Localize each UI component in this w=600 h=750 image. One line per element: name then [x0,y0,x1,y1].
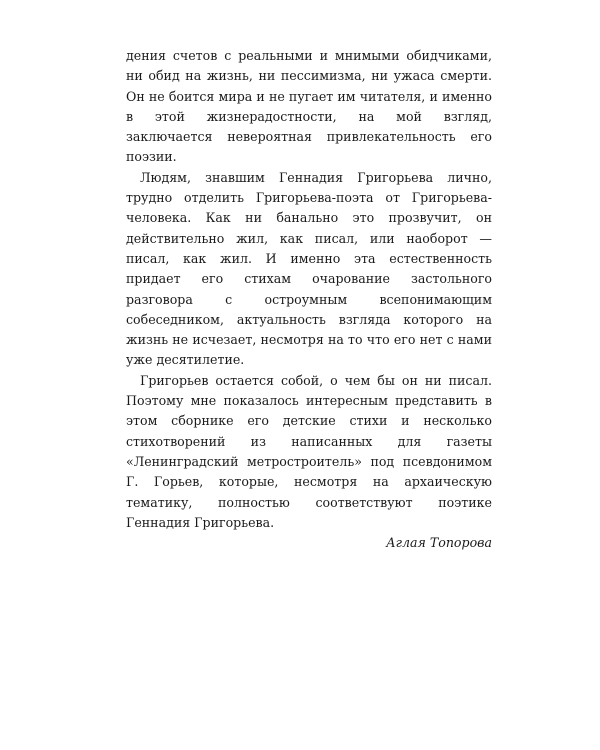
paragraph-continued: дения счетов с реальными и мнимыми обидчиками, ни обид на жизнь, ни пессимизма, ни ужаса смерти. Он не боится мира и не пугает им читателя, и именно в этой жизнерадостности, на мой взгляд, заключается невероятная привлекательность его поэзии. [126,48,492,165]
paragraph: Григорьев остается собой, о чем бы он ни писал. Поэтому мне показалось интересным представить в этом сборнике его детские стихи и несколько стихотворений из написанных для газеты «Ленинградский метростроитель» под псевдонимом Г. Горьев, которые, несмотря на архаическую тематику, полностью соответствуют поэтике Геннадия Григорьева. [126,372,492,530]
paragraph: Людям, знавшим Геннадия Григорьева лично, трудно отделить Григорьева-поэта от Григорьева-человека. Как ни банально это прозвучит, он действительно жил, как писал, или наоборот — писал, как жил. И именно эта естественность придает его стихам очарование застольного разговора с остроумным всепонимающим собеседником, актуальность взгляда которого на жизнь не исчезает, несмотря на то что его нет с нами уже десятилетие. [126,169,492,368]
text-column [126,46,492,553]
author-signature: Аглая Топорова [386,535,492,551]
